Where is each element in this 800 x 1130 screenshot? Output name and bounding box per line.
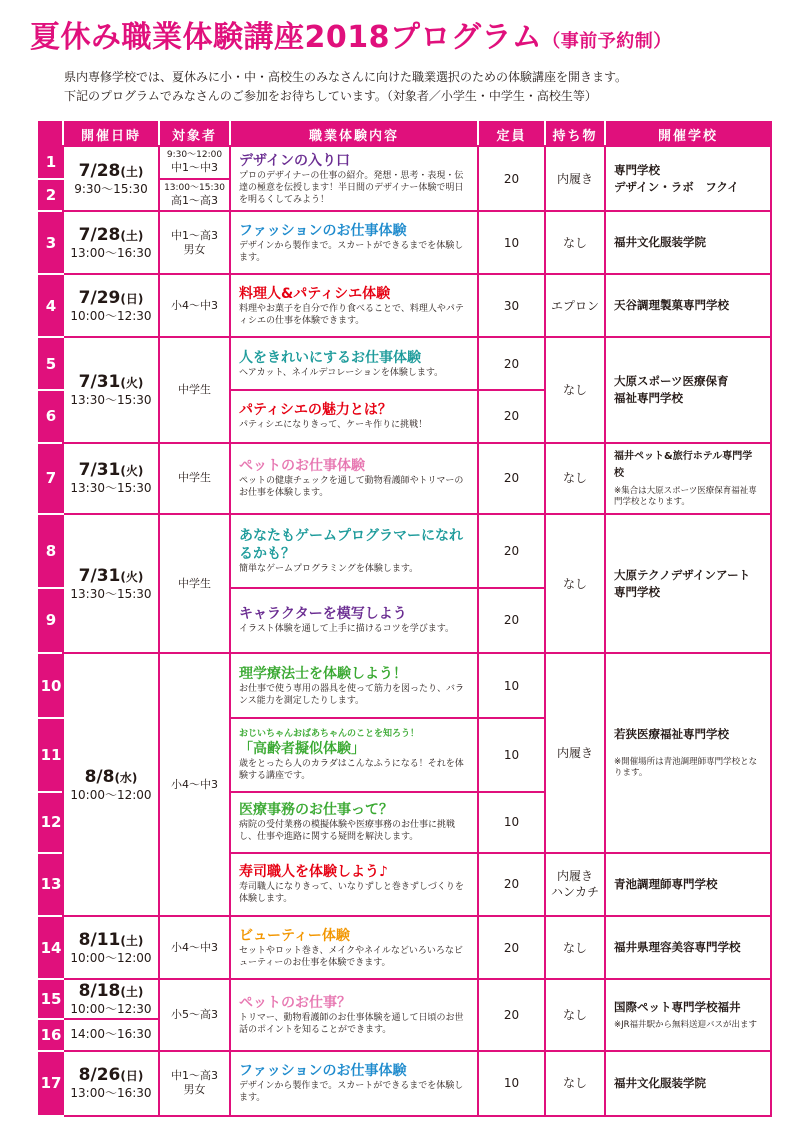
audience: 中1〜高3 — [171, 1069, 218, 1083]
content-cell — [230, 443, 478, 515]
audience: 中学生 — [178, 383, 211, 397]
date-time: 14:00〜16:30 — [70, 1027, 152, 1042]
capacity-cell: 20 — [478, 916, 545, 979]
table-header-row — [39, 122, 771, 146]
audience-cell — [159, 979, 230, 1051]
date-cell — [63, 274, 159, 337]
school-name: 国際ペット専門学校福井 — [614, 999, 741, 1014]
content-cell — [230, 146, 478, 211]
school-cell — [605, 1051, 771, 1116]
date-cell — [63, 443, 159, 515]
audience-cell — [159, 146, 230, 179]
audience: 小4〜中3 — [171, 298, 218, 312]
content-desc: ヘアカット、ネイルデコレーションを体験します。 — [239, 367, 444, 378]
school-cell — [605, 337, 771, 442]
school-name: 天谷調理製菓専門学校 — [614, 298, 729, 313]
date-time: 13:30〜15:30 — [70, 481, 152, 496]
bring-cell: なし — [545, 1051, 605, 1116]
date-cell — [63, 916, 159, 979]
table-row — [39, 211, 771, 274]
row-number: 17 — [39, 1051, 63, 1116]
capacity-cell: 10 — [478, 792, 545, 853]
row-number: 4 — [39, 274, 63, 337]
content-desc: セットやロット巻き、メイクやネイルなどいろいろなビューティーのお仕事を体験できます。 — [239, 945, 463, 968]
row-number: 5 — [39, 337, 63, 390]
capacity-cell: 20 — [478, 514, 545, 588]
bring-cell: なし — [545, 916, 605, 979]
bring-cell: 内履き — [545, 146, 605, 211]
audience-cell — [159, 211, 230, 274]
content-title: あなたもゲームプログラマーになれるかも？ — [239, 527, 463, 562]
date-cell — [63, 337, 159, 442]
row-number: 8 — [39, 514, 63, 588]
content-title: ファッションのお仕事体験 — [239, 222, 407, 239]
header-date: 開催日時 — [63, 122, 159, 146]
content-pre: おじいちゃんおばあちゃんのことを知ろう！ — [239, 728, 420, 739]
capacity-cell: 30 — [478, 274, 545, 337]
capacity-cell: 20 — [478, 146, 545, 211]
school-name: 福井文化服装学院 — [614, 1075, 706, 1090]
school-cell — [605, 146, 771, 211]
table-row — [39, 1051, 771, 1116]
audience: 小4〜中3 — [171, 940, 218, 954]
intro-line: 下記のプログラムでみなさんのご参加をお待ちしています。（対象者／小学生・中学生・高校生等） — [64, 89, 597, 103]
row-number: 11 — [39, 718, 63, 792]
school-cell — [605, 979, 771, 1051]
date-day: (火) — [120, 376, 144, 391]
bring-cell: なし — [545, 337, 605, 442]
audience-cell — [159, 916, 230, 979]
date-time: 13:00〜16:30 — [70, 245, 152, 260]
date-time: 9:30〜15:30 — [74, 181, 148, 196]
header-capacity: 定員 — [478, 122, 545, 146]
bring-cell: 内履き — [545, 653, 605, 853]
capacity-cell: 20 — [478, 337, 545, 390]
capacity-cell: 20 — [478, 390, 545, 443]
date-main: 7/31 — [78, 372, 121, 393]
content-cell — [230, 211, 478, 274]
audience-cell — [159, 514, 230, 653]
content-cell — [230, 337, 478, 390]
school-name: 大原テクノデザインアート — [614, 567, 751, 582]
row-number: 14 — [39, 916, 63, 979]
content-title: ペットのお仕事？ — [239, 994, 351, 1011]
date-time: 13:30〜15:30 — [70, 393, 152, 408]
content-desc: 歳をとったら人のカラダはこんなふうになる！それを体験する講座です。 — [239, 758, 464, 781]
content-title: パティシエの魅力とは？ — [239, 402, 392, 419]
date-cell — [63, 1019, 159, 1051]
date-day: (日) — [120, 1069, 144, 1084]
header-bring: 持ち物 — [545, 122, 605, 146]
capacity-cell: 10 — [478, 718, 545, 792]
content-title: 料理人&パティシエ体験 — [239, 285, 391, 302]
audience-2: 男女 — [183, 1083, 206, 1097]
content-cell — [230, 274, 478, 337]
date-time: 10:00〜12:00 — [70, 787, 152, 802]
title-sub: （事前予約制） — [542, 31, 672, 52]
date-main: 8/11 — [78, 929, 121, 950]
content-title: 医療事務のお仕事って？ — [239, 802, 393, 819]
date-cell — [63, 514, 159, 653]
date-main: 7/28 — [78, 160, 121, 181]
date-main: 8/26 — [78, 1065, 121, 1086]
date-main: 7/31 — [78, 565, 121, 586]
date-day: (土) — [120, 164, 144, 179]
bring-cell — [545, 853, 605, 916]
school-name-2: デザイン・ラボ フクイ — [614, 179, 739, 194]
content-desc: プロのデザイナーの仕事の紹介。発想・思考・表現・伝達の極意を伝授します！半日間のデザイナー体験で明日を明るくしてみよう！ — [239, 170, 464, 205]
content-title: 人をきれいにするお仕事体験 — [239, 349, 421, 366]
row-number: 1 — [39, 146, 63, 179]
audience: 小4〜中3 — [171, 777, 218, 791]
audience-cell — [159, 1051, 230, 1116]
school-cell — [605, 274, 771, 337]
school-note: ※JR福井駅から無料送迎バスが出ます — [614, 1019, 758, 1030]
content-cell — [230, 792, 478, 853]
row-number: 10 — [39, 653, 63, 718]
row-number: 12 — [39, 792, 63, 853]
audience-cell — [159, 274, 230, 337]
audience: 中学生 — [178, 576, 211, 590]
audience-cell — [159, 653, 230, 916]
table-row — [39, 514, 771, 588]
row-number: 2 — [39, 179, 63, 212]
date-main: 7/29 — [78, 287, 121, 308]
school-cell — [605, 514, 771, 653]
row-number: 13 — [39, 853, 63, 916]
date-day: (日) — [120, 291, 144, 306]
date-cell — [63, 1051, 159, 1116]
school-name: 福井県理容美容専門学校 — [614, 940, 741, 955]
audience-time: 9:30〜12:00 — [166, 150, 223, 161]
school-name-2: 専門学校 — [614, 584, 660, 599]
table-row — [39, 916, 771, 979]
content-desc: デザインから製作まで。スカートができるまでを体験します。 — [239, 1081, 464, 1104]
audience-cell — [159, 337, 230, 442]
content-title: ビューティー体験 — [239, 927, 350, 944]
content-desc: 寿司職人になりきって、いなりずしと巻きずしづくりを体験します。 — [239, 882, 464, 905]
content-title: キャラクターを模写しよう — [239, 606, 407, 623]
school-name: 青池調理師専門学校 — [614, 876, 718, 891]
table-row — [39, 337, 771, 390]
row-number: 3 — [39, 211, 63, 274]
audience: 小5〜高3 — [171, 1007, 218, 1021]
audience-cell — [159, 179, 230, 212]
page-title — [30, 12, 672, 56]
date-day: (水) — [114, 770, 138, 785]
school-cell — [605, 653, 771, 853]
header-school: 開催学校 — [605, 122, 771, 146]
date-day: (土) — [120, 933, 144, 948]
content-cell — [230, 916, 478, 979]
bring-cell: なし — [545, 443, 605, 515]
content-cell — [230, 853, 478, 916]
row-number: 9 — [39, 588, 63, 653]
date-cell — [63, 653, 159, 916]
row-number: 7 — [39, 443, 63, 515]
capacity-cell: 20 — [478, 588, 545, 653]
intro-line: 県内専修学校では、夏休みに小・中・高校生のみなさんに向けた職業選択のための体験講座を開きます。 — [64, 70, 628, 84]
content-cell — [230, 979, 478, 1051]
school-cell — [605, 211, 771, 274]
school-name: 大原スポーツ医療保育 — [614, 374, 729, 389]
capacity-cell: 20 — [478, 979, 545, 1051]
school-note: ※集合は大原スポーツ医療保育福祉専門学校となります。 — [614, 486, 757, 508]
date-cell — [63, 211, 159, 274]
capacity-cell: 10 — [478, 211, 545, 274]
date-main: 8/8 — [84, 766, 115, 787]
content-desc: イラスト体験を通して上手に描けるコツを学びます。 — [239, 624, 455, 635]
content-title: ペットのお仕事体験 — [239, 458, 365, 475]
content-title: 理学療法士を体験しよう！ — [239, 665, 407, 682]
date-day: (土) — [120, 985, 144, 1000]
bring-item-2: ハンカチ — [550, 885, 599, 900]
capacity-cell: 20 — [478, 853, 545, 916]
school-cell — [605, 916, 771, 979]
bring-cell: なし — [545, 979, 605, 1051]
audience-time: 13:00〜15:30 — [164, 182, 225, 193]
school-name: 福井文化服装学院 — [614, 235, 706, 250]
date-cell — [63, 146, 159, 211]
date-cell — [63, 979, 159, 1019]
content-cell — [230, 718, 478, 792]
header-no — [39, 122, 63, 146]
date-day: (火) — [120, 569, 144, 584]
table-row — [39, 979, 771, 1019]
audience-2: 男女 — [183, 242, 206, 256]
capacity-cell: 10 — [478, 653, 545, 718]
row-number: 15 — [39, 979, 63, 1019]
content-desc: 簡単なゲームプログラミングを体験します。 — [239, 563, 419, 574]
bring-item: 内履き — [556, 869, 593, 884]
content-desc: パティシエになりきって、ケーキ作りに挑戦！ — [239, 420, 428, 431]
date-time: 10:00〜12:00 — [70, 950, 152, 965]
content-title: ファッションのお仕事体験 — [239, 1063, 407, 1080]
date-main: 8/18 — [78, 981, 121, 1002]
table-row — [39, 146, 771, 179]
date-day: (土) — [120, 228, 144, 243]
school-name-2: 福祉専門学校 — [614, 391, 683, 406]
content-desc: デザインから製作まで。スカートができるまでを体験します。 — [239, 240, 464, 263]
school-note: ※開催場所は青池調理師専門学校となります。 — [614, 757, 758, 779]
audience: 中学生 — [178, 471, 211, 485]
audience: 中1〜高3 — [171, 228, 218, 242]
content-cell — [230, 588, 478, 653]
header-content: 職業体験内容 — [230, 122, 478, 146]
row-number: 6 — [39, 390, 63, 443]
content-desc: ペットの健康チェックを通して動物看護師やトリマーのお仕事を体験します。 — [239, 476, 464, 499]
capacity-cell: 10 — [478, 1051, 545, 1116]
content-desc: 料理やお菓子を自分で作り食べることで、料理人やパティシエの仕事を体験できます。 — [239, 303, 464, 326]
content-desc: お仕事で使う専用の器具を使って筋力を図ったり、バランス能力を測定したりします。 — [239, 683, 465, 706]
date-day: (火) — [120, 464, 144, 479]
bring-cell: なし — [545, 211, 605, 274]
date-time: 13:30〜15:30 — [70, 586, 152, 601]
content-title: 「高齢者擬似体験」 — [239, 740, 365, 757]
content-desc: 病院の受付業務の模擬体験や医療事務のお仕事に挑戦し、仕事や進路に関する疑問を解決します。 — [239, 820, 456, 843]
date-time: 13:00〜16:30 — [70, 1086, 152, 1101]
school-name: 専門学校 — [614, 162, 660, 177]
date-time: 10:00〜12:30 — [70, 1002, 152, 1017]
row-number: 16 — [39, 1019, 63, 1051]
content-cell — [230, 514, 478, 588]
intro-text — [64, 68, 784, 106]
content-cell — [230, 390, 478, 443]
content-cell — [230, 653, 478, 718]
content-desc: トリマー、動物看護師のお仕事体験を通して日頃のお世話のポイントを知ることができます。 — [239, 1012, 464, 1035]
capacity-cell: 20 — [478, 443, 545, 515]
bring-cell: なし — [545, 514, 605, 653]
content-cell — [230, 1051, 478, 1116]
date-time: 10:00〜12:30 — [70, 308, 152, 323]
table-row — [39, 653, 771, 718]
program-table — [38, 121, 772, 1117]
school-name: 福井ペット&旅行ホテル専門学校 — [614, 451, 753, 480]
title-main: 夏休み職業体験講座2018プログラム — [30, 20, 543, 55]
school-name: 若狭医療福祉専門学校 — [614, 727, 729, 742]
table-row — [39, 443, 771, 515]
audience: 中1〜中3 — [171, 161, 218, 175]
school-cell — [605, 443, 771, 515]
bring-cell: エプロン — [545, 274, 605, 337]
content-title: デザインの入り口 — [239, 152, 351, 169]
table-row — [39, 274, 771, 337]
audience-cell — [159, 443, 230, 515]
content-title: 寿司職人を体験しよう♪ — [239, 864, 388, 881]
header-audience: 対象者 — [159, 122, 230, 146]
school-cell — [605, 853, 771, 916]
audience: 高1〜高3 — [171, 193, 218, 207]
date-main: 7/28 — [78, 224, 121, 245]
date-main: 7/31 — [78, 460, 121, 481]
